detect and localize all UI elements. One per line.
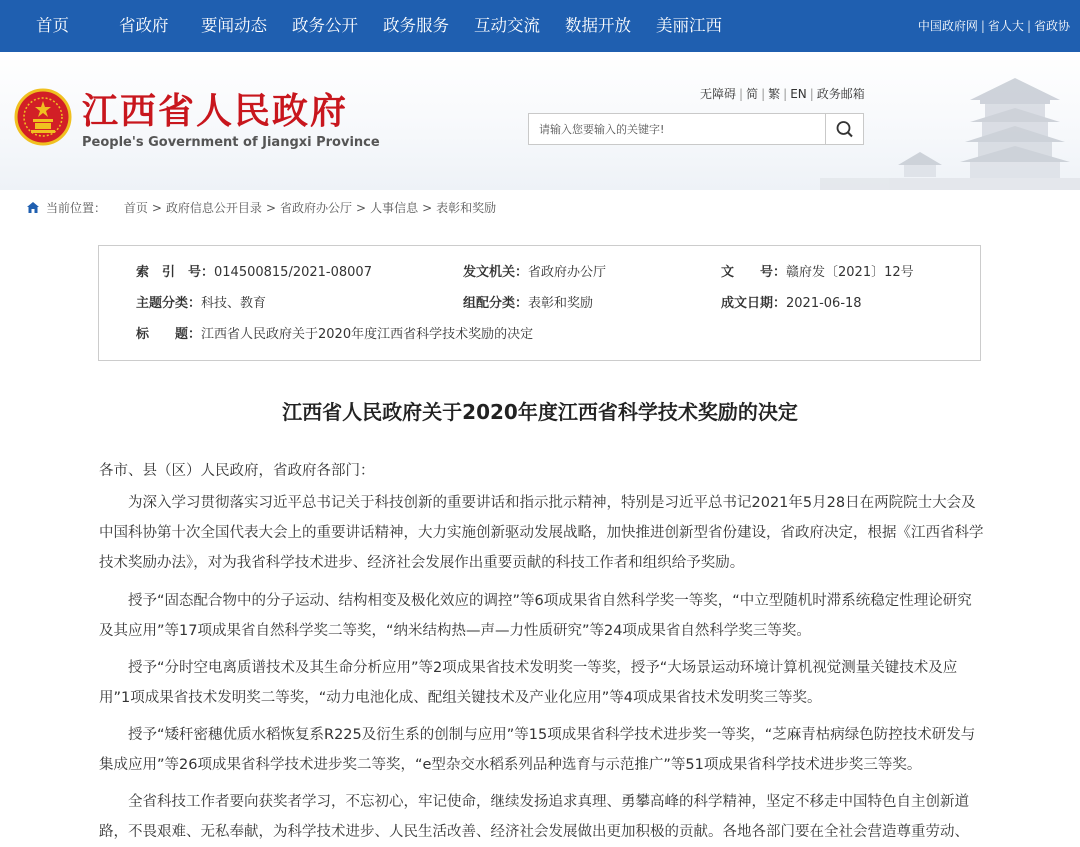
article-paragraph: 授予“矮秆密穗优质水稻恢复系R225及衍生系的创制与应用”等15项成果省科学技术进步奖一等奖，“芝麻青枯病绿色防控技术研发与集成应用”等26项成果省科学技术进步奖二等奖，“e型杂交水稻系列品种选育与示范推广”等51项成果省科学技术进步奖三等奖。 xyxy=(99,727,976,773)
meta-date: 成文日期：2021-06-18 xyxy=(721,296,862,311)
breadcrumb-personnel-info[interactable]: 人事信息 xyxy=(370,201,419,215)
article-paragraph: 为深入学习贯彻落实习近平总书记关于科技创新的重要讲话和指示批示精神，特别是习近平总书记2021年5月28日在两院院士大会及中国科协第十次全国代表大会上的重要讲话精神，大力实施创新驱动发展战略，加快推进创新型省份建设，省政府决定，根据《江西省科学技术奖励办法》，对为我省科学技术进步、经济社会发展作出重要贡献的科技工作者和组织给予奖励。 xyxy=(99,495,984,571)
search-input[interactable] xyxy=(529,114,825,144)
nav-item-beautiful-jiangxi[interactable]: 美丽江西 xyxy=(656,16,722,35)
breadcrumb-awards[interactable]: 表彰和奖励 xyxy=(436,201,497,215)
meta-category: 组配分类：表彰和奖励 xyxy=(463,296,594,311)
link-provincial-cppcc[interactable]: 省政协 xyxy=(1033,19,1070,33)
article-paragraph: 全省科技工作者要向获奖者学习，不忘初心，牢记使命，继续发扬追求真理、勇攀高峰的科学精神，坚定不移走中国特色自主创新道路，不畏艰难、无私奉献，为科学技术进步、人民生活改善、经济社会发展做出更加积极的贡献。各地各部门要在全社会营造尊重劳动、 xyxy=(99,794,969,840)
meta-title: 标 题：江西省人民政府关于2020年度江西省科学技术奖励的决定 xyxy=(136,327,534,342)
home-icon xyxy=(26,201,40,214)
breadcrumb-label: 当前位置： xyxy=(46,201,107,215)
link-simplified[interactable]: 简 xyxy=(746,87,759,101)
national-emblem-logo xyxy=(14,88,72,146)
top-external-links: 中国政府网 | 省人大 | 省政协 xyxy=(917,19,1070,33)
nav-item-open-data[interactable]: 数据开放 xyxy=(565,16,631,35)
search-box xyxy=(528,113,864,145)
site-header xyxy=(0,52,1080,190)
top-navigation-bar xyxy=(0,0,1080,52)
site-subtitle: People's Government of Jiangxi Province xyxy=(82,135,380,150)
pavilion-illustration xyxy=(820,70,1080,190)
meta-index: 索 引 号：014500815/2021-08007 xyxy=(136,265,372,280)
nav-item-news[interactable]: 要闻动态 xyxy=(201,16,267,35)
breadcrumb-info-catalog[interactable]: 政府信息公开目录 xyxy=(165,201,262,215)
site-title: 江西省人民政府 xyxy=(82,90,349,132)
article-title: 江西省人民政府关于2020年度江西省科学技术奖励的决定 xyxy=(282,400,798,424)
link-gov-mail[interactable]: 政务邮箱 xyxy=(816,87,865,101)
nav-item-government-services[interactable]: 政务服务 xyxy=(383,16,449,35)
article-paragraph: 授予“分时空电离质谱技术及其生命分析应用”等2项成果省技术发明奖一等奖，授予“大场景运动环境计算机视觉测量关键技术及应用”1项成果省技术发明奖二等奖，“动力电池化成、配组关键技术及产业化应用”等4项成果省技术发明奖三等奖。 xyxy=(99,660,958,706)
link-traditional[interactable]: 繁 xyxy=(768,87,781,101)
nav-item-government-affairs-disclosure[interactable]: 政务公开 xyxy=(292,16,358,35)
meta-issuer: 发文机关：省政府办公厅 xyxy=(463,265,607,280)
article-salutation: 各市、县（区）人民政府，省政府各部门： xyxy=(99,463,375,479)
breadcrumb-general-office[interactable]: 省政府办公厅 xyxy=(280,201,353,215)
meta-topic: 主题分类：科技、教育 xyxy=(136,296,267,311)
nav-item-interaction[interactable]: 互动交流 xyxy=(474,16,540,35)
nav-item-provincial-government[interactable]: 省政府 xyxy=(119,16,169,35)
link-china-gov[interactable]: 中国政府网 xyxy=(917,19,978,33)
article-paragraph: 授予“固态配合物中的分子运动、结构相变及极化效应的调控”等6项成果省自然科学奖一等奖，“中立型随机时滞系统稳定性理论研究及其应用”等17项成果省自然科学奖二等奖，“纳米结构热—声—力性质研究”等24项成果省自然科学奖三等奖。 xyxy=(99,593,972,639)
meta-document-number: 文 号：赣府发〔2021〕12号 xyxy=(721,265,914,280)
link-accessibility[interactable]: 无障碍 xyxy=(700,87,737,101)
breadcrumb-home[interactable]: 首页 xyxy=(123,201,148,215)
breadcrumb: 当前位置： 首页 > 政府信息公开目录 > 省政府办公厅 > 人事信息 > 表彰和奖励 xyxy=(26,200,496,216)
utility-links: 无障碍 | 简 | 繁 | EN | 政务邮箱 xyxy=(700,87,865,101)
document-meta-box xyxy=(98,245,981,361)
nav-item-home[interactable]: 首页 xyxy=(36,16,69,35)
link-english[interactable]: EN xyxy=(790,87,807,101)
link-provincial-congress[interactable]: 省人大 xyxy=(987,19,1024,33)
